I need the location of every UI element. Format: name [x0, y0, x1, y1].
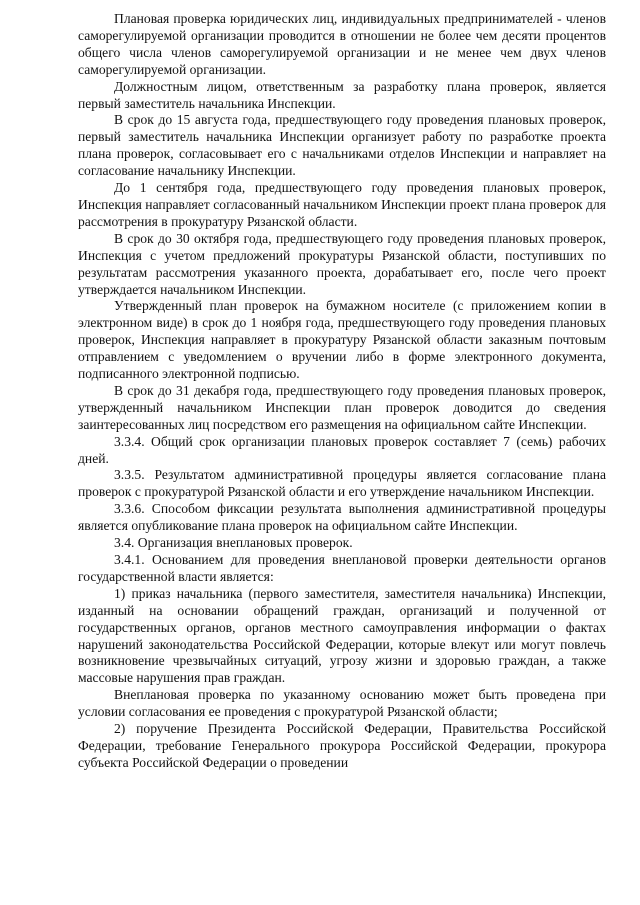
paragraph-3-4-1: 3.4.1. Основанием для проведения внеплановой проверки деятельности органов государственной власти является:	[78, 552, 606, 584]
paragraph-sro-inspection: Плановая проверка юридических лиц, индивидуальных предпринимателей - членов саморегулируемой организации проводится в отношении не более чем десяти процентов общего числа членов саморегулируемой организации и не менее чем двух членов саморегулируемой организации.	[78, 11, 606, 77]
list-item-2: 2) поручение Президента Российской Федерации, Правительства Российской Федерации, требование Генерального прокурора Российской Федерации, прокурора субъекта Российской Федерации о проведении	[78, 721, 606, 770]
paragraph-september-deadline: До 1 сентября года, предшествующего году проведения плановых проверок, Инспекция направляет согласованный начальником Инспекции проект плана проверок для рассмотрения в прокуратуру Рязанской области.	[78, 180, 606, 229]
paragraph-3-3-6: 3.3.6. Способом фиксации результата выполнения административной процедуры является опубликование плана проверок на официальном сайте Инспекции.	[78, 501, 606, 534]
paragraph-unscheduled-condition: Внеплановая проверка по указанному основанию может быть проведена при условии согласования ее проведения с прокуратурой Рязанской области;	[78, 687, 606, 720]
paragraph-november-deadline: Утвержденный план проверок на бумажном носителе (с приложением копии в электронном виде) в срок до 1 ноября года, предшествующего году проведения плановых проверок, Инспекция направляет в прокуратуру Рязанской области заказным почтовым отправлением с уведомлением о вручении либо в форме электронного документа, подписанного электронной подписью.	[78, 298, 606, 382]
section-heading-3-4: 3.4. Организация внеплановых проверок.	[114, 535, 353, 551]
list-item-1: 1) приказ начальника (первого заместителя, заместителя начальника) Инспекции, изданный на основании обращений граждан, организаций и полученной от государственных органов, органов местного самоуправления информации о фактах нарушений законодательства Российской Федерации, которые влекут или могут повлечь возникновение чрезвычайных ситуаций, угрозу жизни и здоровью граждан, а также массовые нарушения прав граждан.	[78, 585, 606, 686]
paragraph-3-3-5: 3.3.5. Результатом административной процедуры является согласование плана проверок с прокуратурой Рязанской области и его утверждение начальником Инспекции.	[78, 467, 606, 500]
paragraph-december-deadline: В срок до 31 декабря года, предшествующего году проведения плановых проверок, утвержденный начальником Инспекции план проверок доводится до сведения заинтересованных лиц посредством его размещения на официальном сайте Инспекции.	[78, 382, 606, 432]
paragraph-october-deadline: В срок до 30 октября года, предшествующего году проведения плановых проверок, Инспекция с учетом предложений прокуратуры Рязанской области, поступивших по результатам рассмотрения указанного проекта, дорабатывает его, после чего проект утверждается начальником Инспекции.	[78, 230, 606, 297]
paragraph-responsible-official: Должностным лицом, ответственным за разработку плана проверок, является первый заместитель начальника Инспекции.	[78, 78, 606, 111]
document-page	[78, 11, 606, 772]
paragraph-3-3-4: 3.3.4. Общий срок организации плановых проверок составляет 7 (семь) рабочих дней.	[78, 433, 606, 466]
paragraph-august-deadline: В срок до 15 августа года, предшествующего году проведения плановых проверок, первый заместитель начальника Инспекции организует работу по разработке проекта плана проверок, согласовывает его с начальниками отделов Инспекции и направляет на согласование начальнику Инспекции.	[78, 112, 606, 179]
